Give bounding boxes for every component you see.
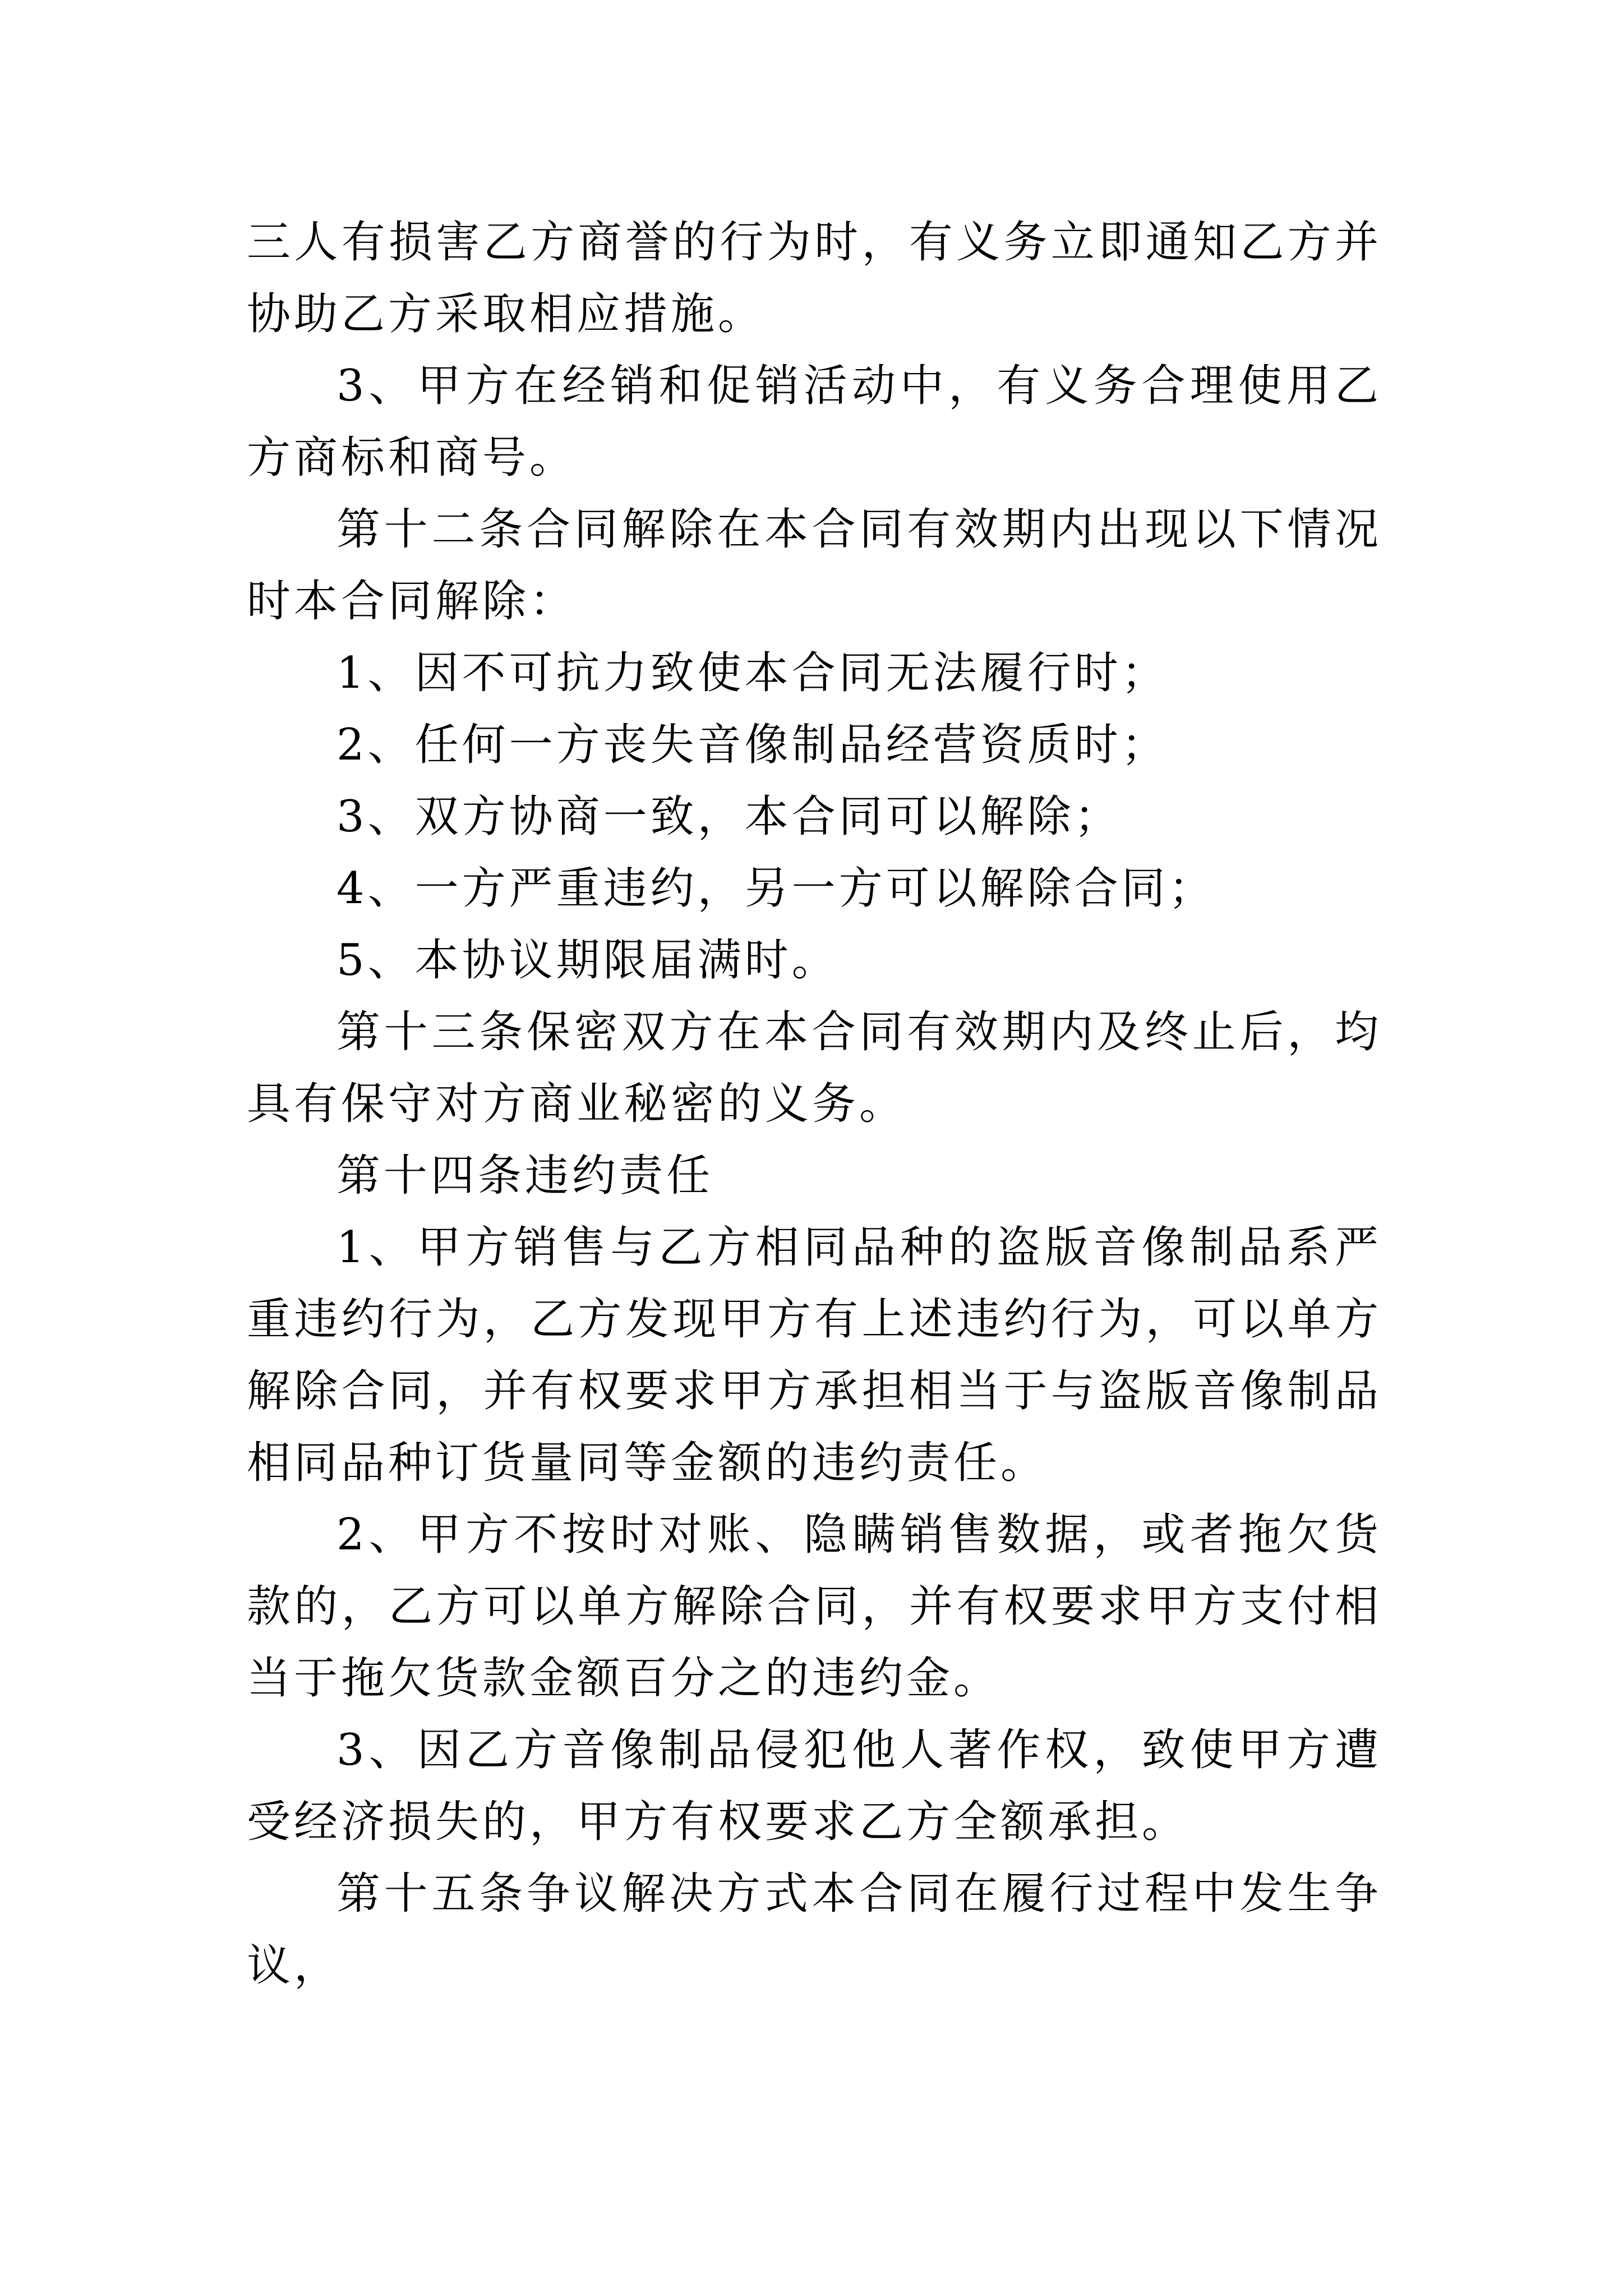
paragraph-article-12: 第十二条合同解除在本合同有效期内出现以下情况时本合同解除： <box>247 504 1382 627</box>
paragraph-article-12-item-3: 3、双方协商一致，本合同可以解除； <box>336 792 1122 842</box>
paragraph-article-15: 第十五条争议解决方式本合同在履行过程中发生争议， <box>247 1869 1382 1991</box>
paragraph-article-12-item-4: 4、一方严重违约，另一方可以解除合同； <box>336 863 1216 914</box>
paragraph-article-13: 第十三条保密双方在本合同有效期内及终止后，均具有保守对方商业秘密的义务。 <box>247 1007 1382 1129</box>
paragraph-clause-3: 3、甲方在经销和促销活动中，有义务合理使用乙方商标和商号。 <box>247 361 1382 483</box>
document-body <box>247 206 1382 2001</box>
paragraph-article-14-item-3: 3、因乙方音像制品侵犯他人著作权，致使甲方遭受经济损失的，甲方有权要求乙方全额承担。 <box>247 1725 1382 1847</box>
paragraph-article-12-item-2: 2、任何一方丧失音像制品经营资质时； <box>336 720 1169 770</box>
paragraph-article-14-item-2: 2、甲方不按时对账、隐瞒销售数据，或者拖欠货款的，乙方可以单方解除合同，并有权要求甲方支付相当于拖欠货款金额百分之的违约金。 <box>247 1510 1382 1704</box>
paragraph-continuation: 三人有损害乙方商誉的行为时，有义务立即通知乙方并协助乙方采取相应措施。 <box>247 217 1382 339</box>
paragraph-article-14-item-1: 1、甲方销售与乙方相同品种的盗版音像制品系严重违约行为，乙方发现甲方有上述违约行为，可以单方解除合同，并有权要求甲方承担相当于与盗版音像制品相同品种订货量同等金额的违约责任。 <box>247 1222 1382 1488</box>
paragraph-article-12-item-5: 5、本协议期限届满时。 <box>336 935 839 986</box>
paragraph-article-14-heading: 第十四条违约责任 <box>336 1151 714 1201</box>
paragraph-article-12-item-1: 1、因不可抗力致使本合同无法履行时； <box>336 648 1169 698</box>
